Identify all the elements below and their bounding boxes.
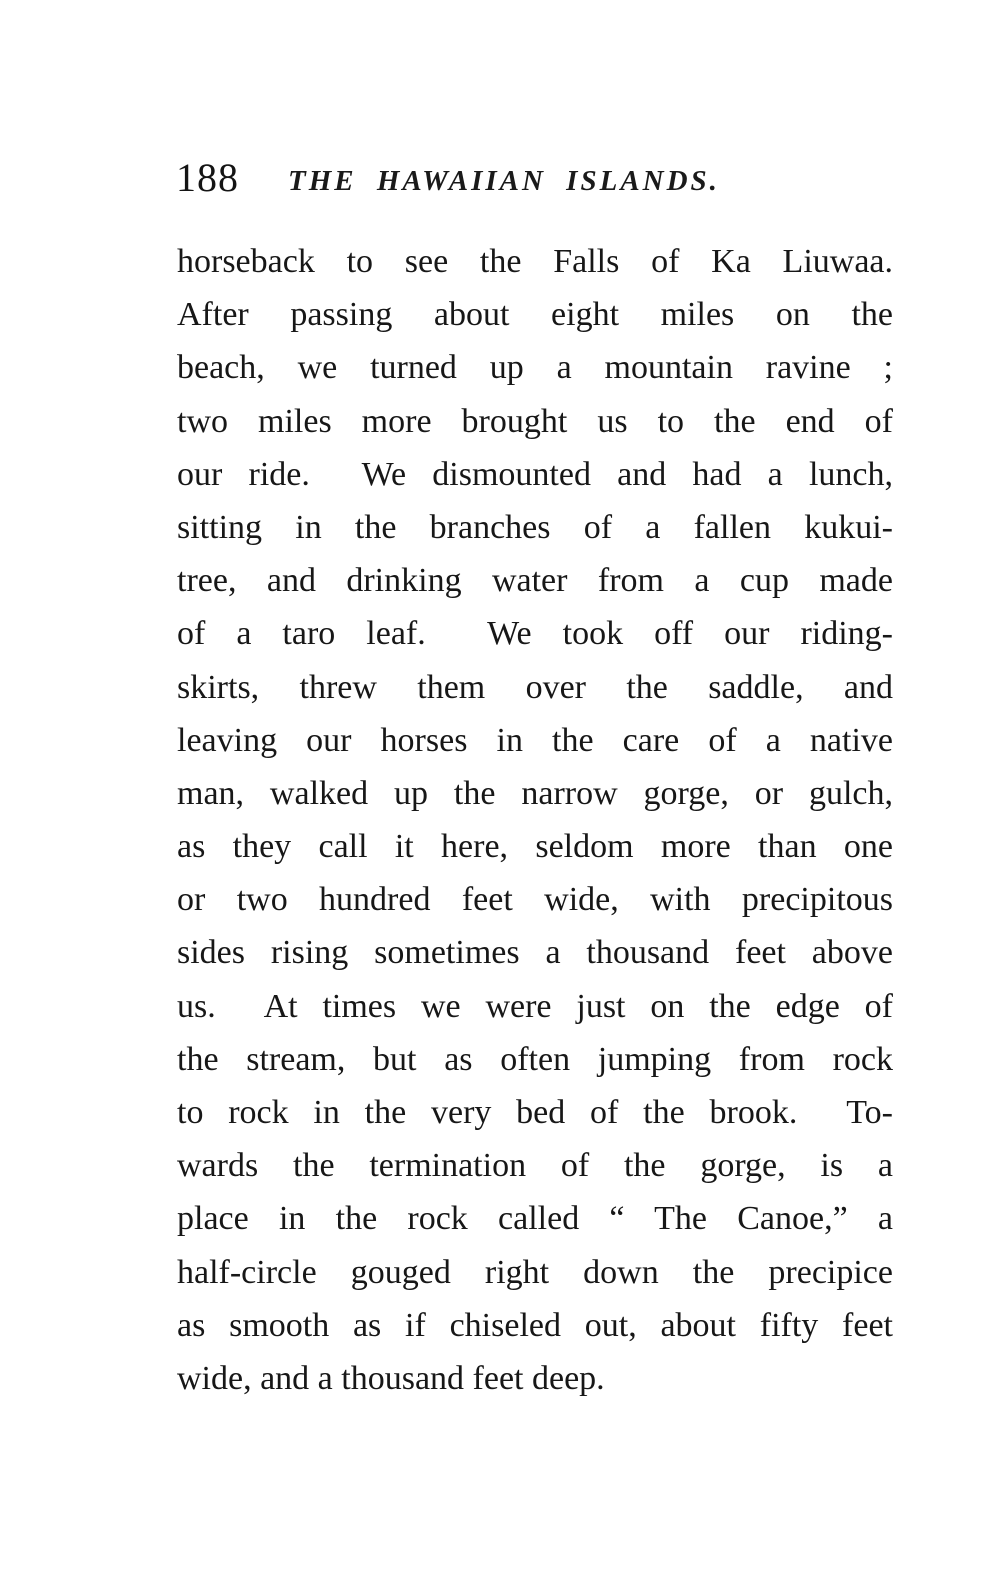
body-text (177, 235, 893, 1405)
text-line: After passing about eight miles on the (177, 296, 893, 334)
page-number: 188 (176, 155, 239, 200)
text-line: to rock in the very bed of the brook. To- (177, 1094, 893, 1131)
text-line: our ride. We dismounted and had a lunch, (177, 455, 893, 493)
text-line: tree, and drinking water from a cup made (177, 562, 893, 600)
text-line: us. At times we were just on the edge of (177, 987, 893, 1025)
text-line: beach, we turned up a mountain ravine ; (177, 349, 893, 387)
text-line: sides rising sometimes a thousand feet above (177, 934, 893, 972)
text-line: place in the rock called “ The Canoe,” a (177, 1200, 893, 1238)
text-line: sitting in the branches of a fallen kukui- (177, 508, 893, 546)
text-line: leaving our horses in the care of a native (177, 721, 893, 759)
text-line: horseback to see the Falls of Ka Liuwaa. (177, 243, 893, 280)
text-line: the stream, but as often jumping from rock (177, 1040, 893, 1078)
text-line: skirts, threw them over the saddle, and (177, 668, 893, 706)
text-line: wide, and a thousand feet deep. (177, 1359, 605, 1397)
text-line: wards the termination of the gorge, is a (177, 1147, 893, 1185)
running-title: THE HAWAIIAN ISLANDS. (288, 165, 720, 197)
text-line: of a taro leaf. We took off our riding- (177, 615, 893, 653)
text-line: or two hundred feet wide, with precipitous (177, 881, 893, 919)
text-line: half-circle gouged right down the precipice (177, 1253, 893, 1291)
text-line: as smooth as if chiseled out, about fifty feet (177, 1306, 893, 1344)
text-line: as they call it here, seldom more than one (177, 828, 893, 866)
text-line: two miles more brought us to the end of (177, 402, 893, 440)
text-line: man, walked up the narrow gorge, or gulch, (177, 774, 893, 812)
